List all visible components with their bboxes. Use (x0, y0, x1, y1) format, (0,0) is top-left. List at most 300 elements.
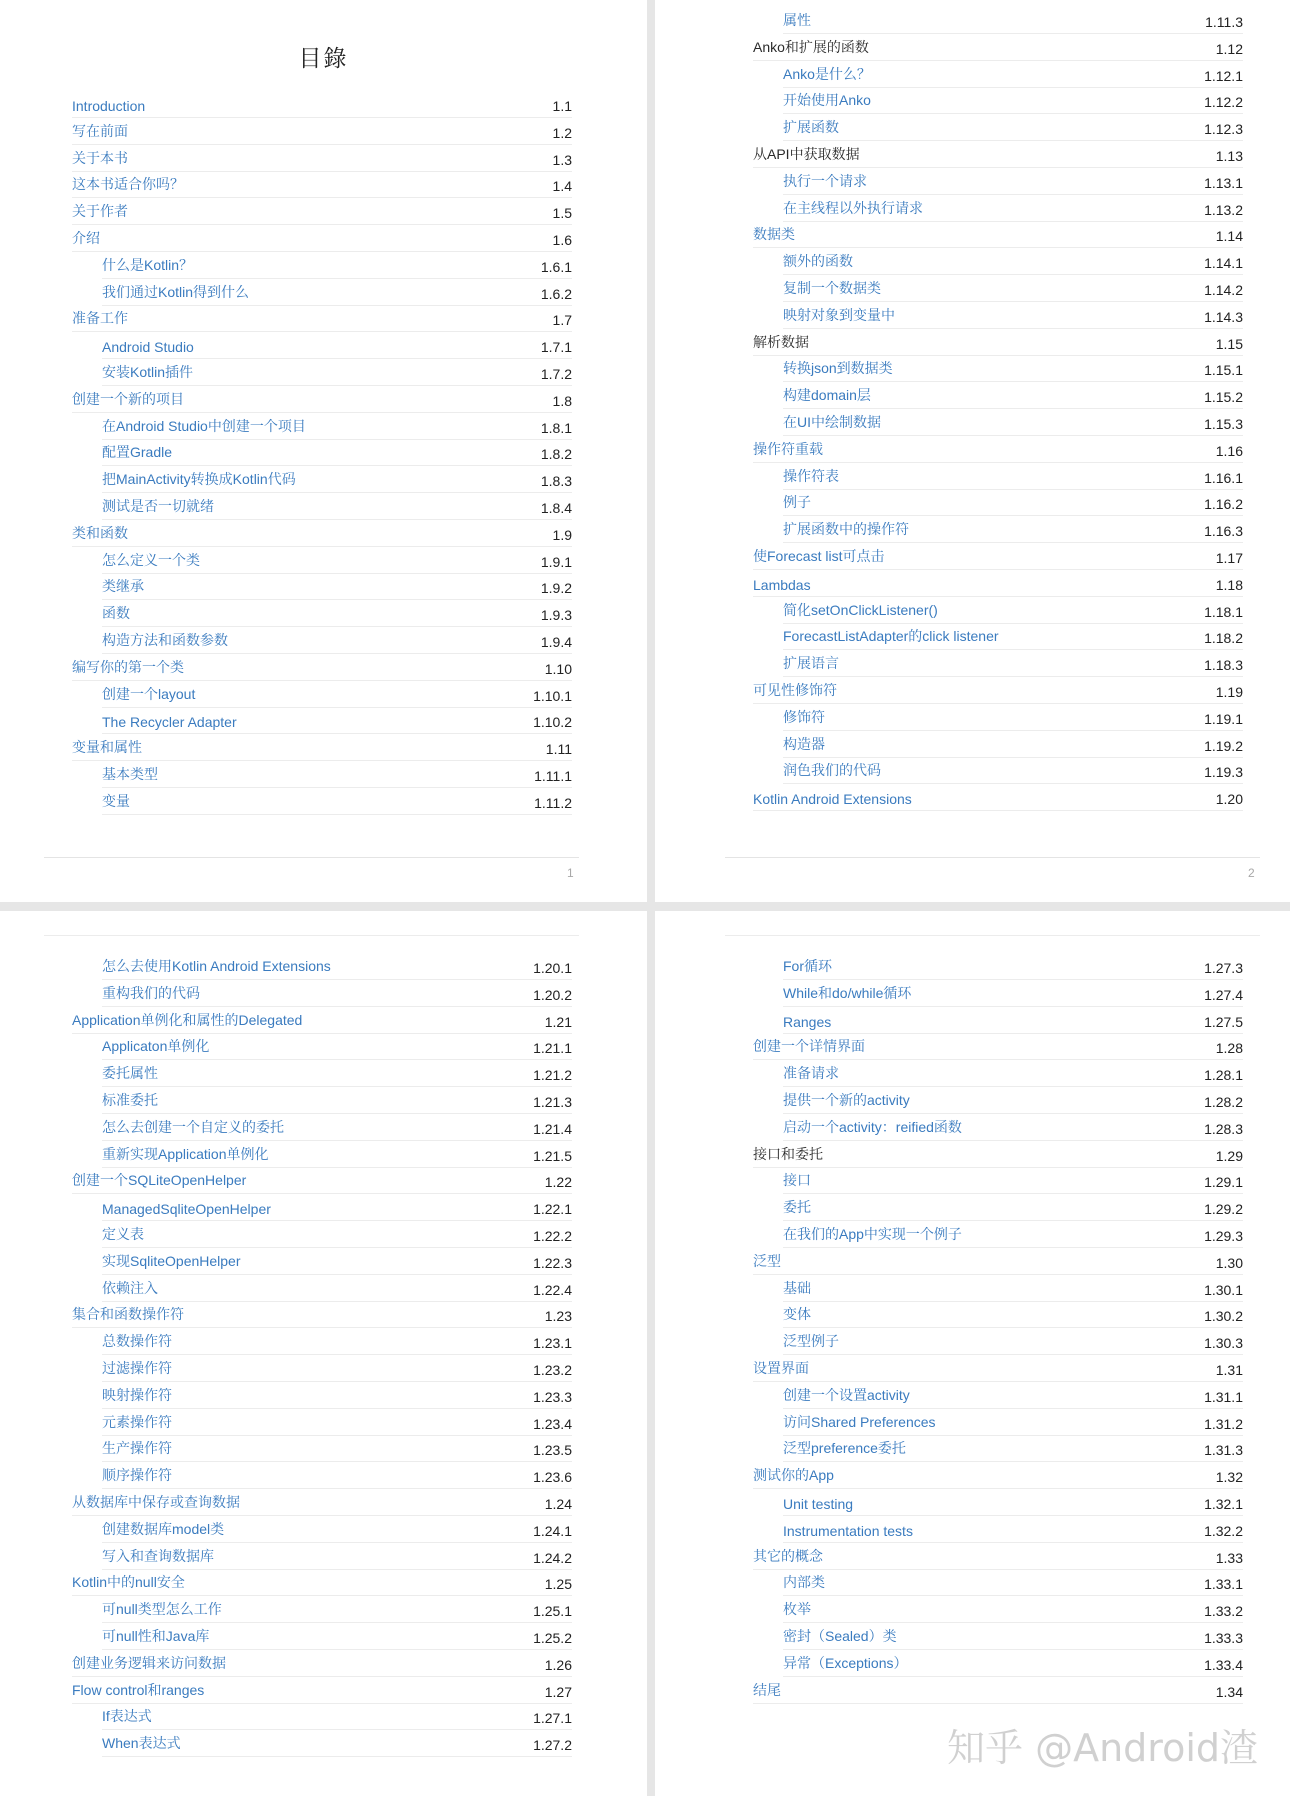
toc-entry[interactable] (102, 364, 572, 386)
toc-entry-number: 1.9.3 (540, 607, 572, 623)
toc-entry-label[interactable]: 开始使用Anko (783, 92, 871, 108)
toc-entry[interactable] (72, 1172, 572, 1194)
page-number: 1 (567, 866, 574, 880)
page-title: 目錄 (298, 46, 349, 72)
toc-entry[interactable] (783, 92, 1243, 114)
toc-entry-number: 1.13.2 (1204, 202, 1243, 218)
toc-entry[interactable] (783, 414, 1243, 436)
toc-entry-label[interactable]: 重构我们的代码 (102, 985, 200, 1001)
toc-entry-label[interactable]: 在主线程以外执行请求 (783, 200, 923, 216)
toc-entry-label[interactable]: While和do/while循环 (783, 985, 912, 1001)
toc-entry-label[interactable]: 内部类 (783, 1574, 825, 1590)
toc-entry[interactable] (783, 736, 1243, 758)
toc-entry-number: 1.9.2 (540, 580, 572, 596)
toc-entry-number: 1.2 (552, 125, 572, 141)
toc-entry-number: 1.28.1 (1204, 1067, 1243, 1083)
toc-entry-number: 1.33 (1215, 1550, 1243, 1566)
toc-entry-label[interactable]: 扩展函数 (783, 119, 839, 135)
toc-entry-number: 1.27.4 (1204, 987, 1243, 1003)
toc-entry[interactable] (783, 958, 1243, 980)
toc-entry-number: 1.18.2 (1204, 630, 1243, 646)
toc-entry[interactable] (783, 387, 1243, 409)
toc-entry-label[interactable]: Applicaton单例化 (102, 1038, 210, 1054)
toc-entry-label[interactable]: 在UI中绘制数据 (783, 414, 881, 430)
toc-entry-label[interactable]: 怎么定义一个类 (102, 552, 200, 568)
toc-entry[interactable] (102, 1280, 572, 1302)
toc-entry-label[interactable]: 我们通过Kotlin得到什么 (102, 284, 250, 300)
toc-entry[interactable] (783, 1521, 1243, 1543)
toc-entry-number: 1.30.2 (1204, 1308, 1243, 1324)
toc-entry-label[interactable]: 属性 (783, 12, 811, 28)
toc-entry[interactable] (72, 96, 572, 118)
toc-entry[interactable] (753, 1253, 1243, 1275)
toc-entry-number: 1.32.1 (1204, 1496, 1243, 1512)
toc-entry-label[interactable]: 转换json到数据类 (783, 360, 893, 376)
toc-entry-label[interactable]: When表达式 (102, 1735, 181, 1751)
toc-entry[interactable] (783, 1199, 1243, 1221)
toc-entry-number: 1.29.1 (1204, 1174, 1243, 1190)
toc-entry-number: 1.18 (1215, 577, 1243, 593)
toc-entry-label[interactable]: 准备请求 (783, 1065, 839, 1081)
toc-entry-label[interactable]: Instrumentation tests (783, 1523, 913, 1539)
toc-entry-number: 1.20 (1215, 791, 1243, 807)
toc-entry-label[interactable]: 创建一个新的项目 (72, 391, 184, 407)
toc-entry-label[interactable]: 创建一个layout (102, 686, 196, 702)
toc-entry[interactable] (753, 1146, 1243, 1168)
toc-entry-label[interactable]: Kotlin Android Extensions (753, 791, 912, 807)
toc-entry-label[interactable]: For循环 (783, 958, 832, 974)
toc-entry-label[interactable]: 委托 (783, 1199, 811, 1215)
toc-entry-label[interactable]: 基础 (783, 1280, 811, 1296)
toc-entry[interactable] (102, 1548, 572, 1570)
toc-entry[interactable] (753, 575, 1243, 597)
toc-entry[interactable] (102, 605, 572, 627)
toc-entry[interactable] (102, 1521, 572, 1543)
toc-entry-label[interactable]: 泛型 (753, 1253, 781, 1269)
toc-entry[interactable] (783, 762, 1243, 784)
toc-entry[interactable] (783, 602, 1243, 624)
toc-entry-number: 1.29 (1215, 1148, 1243, 1164)
toc-entry-label[interactable]: 从数据库中保存或查询数据 (72, 1494, 240, 1510)
toc-entry[interactable] (753, 1038, 1243, 1060)
toc-entry[interactable] (783, 521, 1243, 543)
toc-entry-label[interactable]: 怎么去使用Kotlin Android Extensions (102, 958, 331, 974)
toc-entry-number: 1.24.2 (533, 1550, 572, 1566)
toc-entry[interactable] (783, 985, 1243, 1007)
toc-entry-number: 1.24 (544, 1496, 572, 1512)
toc-entry-number: 1.34 (1215, 1684, 1243, 1700)
toc-entry-number: 1.12.3 (1204, 121, 1243, 137)
toc-entry-label[interactable]: 扩展函数中的操作符 (783, 521, 909, 537)
toc-entry[interactable] (783, 1333, 1243, 1355)
toc-entry-label[interactable]: 准备工作 (72, 310, 128, 326)
toc-entry[interactable] (783, 494, 1243, 516)
toc-entry-number: 1.1 (552, 98, 572, 114)
toc-entry-label[interactable]: 可null类型怎么工作 (102, 1601, 222, 1617)
toc-entry[interactable] (783, 307, 1243, 329)
toc-entry[interactable] (102, 498, 572, 520)
toc-entry[interactable] (783, 1574, 1243, 1596)
toc-entry[interactable] (72, 1494, 572, 1516)
toc-entry-label[interactable]: 创建数据库model类 (102, 1521, 225, 1537)
toc-entry-label[interactable]: 构建domain层 (783, 387, 871, 403)
toc-entry-number: 1.27 (544, 1684, 572, 1700)
toc-entry[interactable] (783, 1119, 1243, 1141)
toc-entry-label[interactable]: 变量和属性 (72, 739, 142, 755)
toc-entry-number: 1.6.2 (540, 286, 572, 302)
page-number: 2 (1248, 866, 1255, 880)
toc-entry-label[interactable]: 在我们的App中实现一个例子 (783, 1226, 962, 1242)
toc-entry-label[interactable]: 依赖注入 (102, 1280, 158, 1296)
header-rule (44, 935, 579, 936)
toc-entry[interactable] (102, 1440, 572, 1462)
toc-entry-label[interactable]: 写入和查询数据库 (102, 1548, 214, 1564)
toc-entry-label[interactable]: 测试是否一切就绪 (102, 498, 214, 514)
toc-entry-number: 1.22.2 (533, 1228, 572, 1244)
toc-entry-label[interactable]: 实现SqliteOpenHelper (102, 1253, 241, 1269)
toc-entry-label[interactable]: 定义表 (102, 1226, 144, 1242)
toc-entry-label[interactable]: 异常（Exceptions） (783, 1655, 908, 1671)
toc-entry[interactable] (72, 525, 572, 547)
toc-entry-number: 1.23.3 (533, 1389, 572, 1405)
toc-entry-label[interactable]: 解析数据 (753, 334, 809, 350)
toc-entry-label[interactable]: 枚举 (783, 1601, 811, 1617)
toc-entry-number: 1.33.4 (1204, 1657, 1243, 1673)
toc-entry-number: 1.22 (544, 1174, 572, 1190)
toc-entry[interactable] (102, 578, 572, 600)
toc-entry-label[interactable]: 类继承 (102, 578, 144, 594)
toc-entry-label[interactable]: 测试你的App (753, 1467, 834, 1483)
toc-entry[interactable] (783, 173, 1243, 195)
toc-entry-label[interactable]: ManagedSqliteOpenHelper (102, 1201, 271, 1217)
toc-entry[interactable] (783, 12, 1243, 34)
toc-entry-label[interactable]: 复制一个数据类 (783, 280, 881, 296)
toc-entry-number: 1.21.2 (533, 1067, 572, 1083)
toc-entry[interactable] (783, 655, 1243, 677)
toc-entry-label[interactable]: 接口和委托 (753, 1146, 823, 1162)
toc-entry-number: 1.12.2 (1204, 94, 1243, 110)
toc-entry[interactable] (783, 1414, 1243, 1436)
toc-entry[interactable] (753, 146, 1243, 168)
toc-entry-label[interactable]: Kotlin中的null安全 (72, 1574, 185, 1590)
toc-entry[interactable] (72, 659, 572, 681)
toc-entry-label[interactable]: The Recycler Adapter (102, 714, 237, 730)
toc-entry[interactable] (783, 1494, 1243, 1516)
toc-entry-label[interactable]: 可见性修饰符 (753, 682, 837, 698)
toc-entry[interactable] (753, 441, 1243, 463)
toc-entry[interactable] (102, 766, 572, 788)
toc-entry-label[interactable]: 基本类型 (102, 766, 158, 782)
toc-entry[interactable] (783, 1628, 1243, 1650)
toc-entry[interactable] (72, 150, 572, 172)
toc-entry-label[interactable]: 过滤操作符 (102, 1360, 172, 1376)
toc-entry-number: 1.32.2 (1204, 1523, 1243, 1539)
toc-entry[interactable] (102, 257, 572, 279)
toc-entry-label[interactable]: 变体 (783, 1306, 811, 1322)
toc-entry-number: 1.14.3 (1204, 309, 1243, 325)
toc-entry[interactable] (783, 1387, 1243, 1409)
toc-entry[interactable] (72, 391, 572, 413)
toc-entry-number: 1.20.1 (533, 960, 572, 976)
toc-entry[interactable] (72, 1012, 572, 1034)
toc-entry[interactable] (753, 1548, 1243, 1570)
toc-entry-number: 1.21.5 (533, 1148, 572, 1164)
toc-entry[interactable] (72, 1655, 572, 1677)
toc-entry-number: 1.13 (1215, 148, 1243, 164)
toc-entry[interactable] (753, 1360, 1243, 1382)
toc-entry-number: 1.18.1 (1204, 604, 1243, 620)
toc-entry-label[interactable]: 提供一个新的activity (783, 1092, 910, 1108)
toc-entry-label[interactable]: 顺序操作符 (102, 1467, 172, 1483)
toc-entry-label[interactable]: 创建一个SQLiteOpenHelper (72, 1172, 247, 1188)
toc-entry[interactable] (72, 310, 572, 332)
toc-entry[interactable] (102, 337, 572, 359)
toc-entry-label[interactable]: 操作符重载 (753, 441, 823, 457)
toc-entry[interactable] (783, 1655, 1243, 1677)
toc-entry[interactable] (102, 1119, 572, 1141)
toc-entry-label[interactable]: 元素操作符 (102, 1414, 172, 1430)
toc-entry-label[interactable]: 介绍 (72, 230, 100, 246)
toc-entry[interactable] (102, 1038, 572, 1060)
toc-entry[interactable] (72, 1306, 572, 1328)
toc-entry-label[interactable]: 怎么去创建一个自定义的委托 (102, 1119, 284, 1135)
toc-entry[interactable] (102, 1387, 572, 1409)
toc-entry-label[interactable]: 什么是Kotlin？ (102, 257, 194, 273)
toc-entry[interactable] (72, 203, 572, 225)
toc-entry-label[interactable]: 标准委托 (102, 1092, 158, 1108)
toc-entry[interactable] (783, 468, 1243, 490)
toc-entry[interactable] (783, 1306, 1243, 1328)
toc-entry[interactable] (783, 1172, 1243, 1194)
toc-entry[interactable] (102, 1065, 572, 1087)
toc-entry[interactable] (72, 1682, 572, 1704)
toc-entry[interactable] (783, 66, 1243, 88)
toc-entry-label[interactable]: 安装Kotlin插件 (102, 364, 194, 380)
toc-entry-number: 1.4 (552, 178, 572, 194)
toc-entry-label[interactable]: 简化setOnClickListener() (783, 602, 938, 618)
toc-entry[interactable] (72, 1574, 572, 1596)
toc-entry-label[interactable]: 扩展语言 (783, 655, 839, 671)
toc-entry-number: 1.21.3 (533, 1094, 572, 1110)
toc-entry-label[interactable]: 重新实现Application单例化 (102, 1146, 269, 1162)
toc-entry-label[interactable]: 写在前面 (72, 123, 128, 139)
toc-entry-number: 1.8 (552, 393, 572, 409)
toc-entry-label[interactable]: 其它的概念 (753, 1548, 823, 1564)
toc-entry-label[interactable]: If表达式 (102, 1708, 152, 1724)
toc-entry-label[interactable]: 密封（Sealed）类 (783, 1628, 897, 1644)
toc-entry[interactable] (102, 1199, 572, 1221)
toc-entry-label[interactable]: 访问Shared Preferences (783, 1414, 936, 1430)
toc-entry[interactable] (72, 230, 572, 252)
toc-entry-number: 1.19.2 (1204, 738, 1243, 754)
toc-entry[interactable] (102, 686, 572, 708)
toc-entry-label[interactable]: 构造方法和函数参数 (102, 632, 228, 648)
toc-entry[interactable] (783, 280, 1243, 302)
toc-entry[interactable] (783, 1012, 1243, 1034)
toc-entry[interactable] (783, 709, 1243, 731)
toc-entry-number: 1.12 (1215, 41, 1243, 57)
toc-entry[interactable] (753, 1467, 1243, 1489)
toc-entry-label[interactable]: 构造器 (783, 736, 825, 752)
toc-entry-number: 1.6.1 (540, 259, 572, 275)
toc-entry[interactable] (102, 1146, 572, 1168)
toc-entry[interactable] (102, 1333, 572, 1355)
toc-entry-number: 1.10 (544, 661, 572, 677)
toc-entry-label[interactable]: 数据类 (753, 226, 795, 242)
toc-entry-label[interactable]: 创建业务逻辑来访问数据 (72, 1655, 226, 1671)
footer-rule (44, 857, 579, 858)
toc-entry-label[interactable]: 变量 (102, 793, 130, 809)
toc-entry-number: 1.22.1 (533, 1201, 572, 1217)
toc-page-2 (655, 0, 1290, 902)
toc-entry-label[interactable]: 编写你的第一个类 (72, 659, 184, 675)
toc-entry[interactable] (783, 628, 1243, 650)
toc-entry-label[interactable]: 创建一个设置activity (783, 1387, 910, 1403)
toc-entry-label[interactable]: 使Forecast list可点击 (753, 548, 885, 564)
toc-entry-number: 1.31 (1215, 1362, 1243, 1378)
toc-entry-label[interactable]: 从API中获取数据 (753, 146, 860, 162)
toc-entry[interactable] (102, 1253, 572, 1275)
toc-entry-number: 1.23.4 (533, 1416, 572, 1432)
toc-entry[interactable] (783, 200, 1243, 222)
toc-entry-label[interactable]: 委托属性 (102, 1065, 158, 1081)
toc-entry-number: 1.27.5 (1204, 1014, 1243, 1030)
toc-entry-label[interactable]: 设置界面 (753, 1360, 809, 1376)
toc-entry-number: 1.33.3 (1204, 1630, 1243, 1646)
toc-entry-number: 1.29.2 (1204, 1201, 1243, 1217)
toc-entry[interactable] (783, 1226, 1243, 1248)
toc-entry[interactable] (102, 444, 572, 466)
toc-entry-label[interactable]: 创建一个详情界面 (753, 1038, 865, 1054)
toc-entry-label[interactable]: 例子 (783, 494, 811, 510)
toc-entry[interactable] (783, 1065, 1243, 1087)
toc-entry-number: 1.25.2 (533, 1630, 572, 1646)
toc-entry-number: 1.23.6 (533, 1469, 572, 1485)
toc-entry-label[interactable]: Android Studio (102, 339, 194, 355)
toc-entry-label[interactable]: 关于本书 (72, 150, 128, 166)
toc-entry-label[interactable]: Flow control和ranges (72, 1682, 205, 1698)
toc-entry-number: 1.21.4 (533, 1121, 572, 1137)
toc-page-3 (0, 911, 647, 1796)
toc-entry-number: 1.10.1 (533, 688, 572, 704)
toc-entry-label[interactable]: 集合和函数操作符 (72, 1306, 184, 1322)
toc-entry[interactable] (753, 789, 1243, 811)
toc-entry[interactable] (753, 548, 1243, 570)
toc-entry-label[interactable]: Lambdas (753, 577, 811, 593)
toc-entry-label[interactable]: 类和函数 (72, 525, 128, 541)
toc-entry[interactable] (753, 682, 1243, 704)
toc-entry-label[interactable]: 可null性和Java库 (102, 1628, 210, 1644)
toc-entry-label[interactable]: Anko和扩展的函数 (753, 39, 869, 55)
toc-entry-label[interactable]: 这本书适合你吗？ (72, 176, 184, 192)
toc-entry[interactable] (753, 226, 1243, 248)
toc-entry[interactable] (102, 1601, 572, 1623)
toc-entry-label[interactable]: 结尾 (753, 1682, 781, 1698)
toc-entry[interactable] (102, 1467, 572, 1489)
toc-entry-label[interactable]: 在Android Studio中创建一个项目 (102, 418, 306, 434)
toc-entry[interactable] (72, 176, 572, 198)
toc-entry-label[interactable]: 配置Gradle (102, 444, 173, 460)
toc-entry-label[interactable]: Unit testing (783, 1496, 854, 1512)
toc-entry-number: 1.23 (544, 1308, 572, 1324)
toc-entry-label[interactable]: 映射操作符 (102, 1387, 172, 1403)
toc-entry[interactable] (783, 1440, 1243, 1462)
toc-entry[interactable] (72, 739, 572, 761)
toc-entry-label[interactable]: Introduction (72, 98, 146, 114)
toc-entry-label[interactable]: 执行一个请求 (783, 173, 867, 189)
toc-entry[interactable] (102, 632, 572, 654)
toc-entry[interactable] (102, 1360, 572, 1382)
toc-entry-label[interactable]: Ranges (783, 1014, 832, 1030)
toc-entry[interactable] (102, 1092, 572, 1114)
toc-entry[interactable] (753, 334, 1243, 356)
toc-entry[interactable] (783, 119, 1243, 141)
toc-entry[interactable] (102, 418, 572, 440)
toc-entry-label[interactable]: 额外的函数 (783, 253, 853, 269)
toc-entry[interactable] (783, 360, 1243, 382)
toc-entry-label[interactable]: 润色我们的代码 (783, 762, 881, 778)
toc-entry[interactable] (783, 1601, 1243, 1623)
toc-entry-number: 1.23.2 (533, 1362, 572, 1378)
toc-entry-number: 1.16.3 (1204, 523, 1243, 539)
toc-entry-label[interactable]: 泛型例子 (783, 1333, 839, 1349)
toc-entry-label[interactable]: 总数操作符 (102, 1333, 172, 1349)
toc-entry-label[interactable]: ForecastListAdapter的click listener (783, 628, 999, 644)
toc-entry[interactable] (783, 1092, 1243, 1114)
toc-entry-number: 1.33.1 (1204, 1576, 1243, 1592)
toc-entry[interactable] (783, 1280, 1243, 1302)
toc-entry-label[interactable]: 修饰符 (783, 709, 825, 725)
toc-entry-label[interactable]: 泛型preference委托 (783, 1440, 906, 1456)
toc-entry[interactable] (102, 1226, 572, 1248)
toc-entry[interactable] (102, 958, 572, 980)
toc-entry-number: 1.24.1 (533, 1523, 572, 1539)
toc-entry[interactable] (102, 471, 572, 493)
toc-entry-label[interactable]: 映射对象到变量中 (783, 307, 895, 323)
toc-entry[interactable] (102, 793, 572, 815)
toc-entry[interactable] (753, 39, 1243, 61)
toc-entry[interactable] (102, 552, 572, 574)
toc-entry-label[interactable]: Application单例化和属性的Delegated (72, 1012, 303, 1028)
toc-entry-number: 1.14.1 (1204, 255, 1243, 271)
toc-entry-number: 1.25.1 (533, 1603, 572, 1619)
toc-entry-label[interactable]: 关于作者 (72, 203, 128, 219)
toc-entry-label[interactable]: 操作符表 (783, 468, 839, 484)
toc-entry-label[interactable]: 接口 (783, 1172, 811, 1188)
toc-entry[interactable] (102, 284, 572, 306)
toc-entry[interactable] (102, 1628, 572, 1650)
toc-entry[interactable] (102, 1735, 572, 1757)
toc-entry[interactable] (102, 712, 572, 734)
toc-entry-label[interactable]: 函数 (102, 605, 130, 621)
toc-entry-number: 1.8.4 (540, 500, 572, 516)
toc-entry[interactable] (102, 1414, 572, 1436)
toc-entry-label[interactable]: 把MainActivity转换成Kotlin代码 (102, 471, 296, 487)
toc-entry-label[interactable]: Anko是什么？ (783, 66, 871, 82)
toc-entry[interactable] (102, 1708, 572, 1730)
toc-entry[interactable] (72, 123, 572, 145)
toc-entry-number: 1.11 (545, 741, 572, 757)
toc-entry[interactable] (783, 253, 1243, 275)
toc-entry-number: 1.21 (544, 1014, 572, 1030)
toc-entry[interactable] (753, 1682, 1243, 1704)
toc-entry-label[interactable]: 生产操作符 (102, 1440, 172, 1456)
toc-entry-number: 1.28.3 (1204, 1121, 1243, 1137)
toc-entry-label[interactable]: 启动一个activity：reified函数 (783, 1119, 962, 1135)
toc-entry-number: 1.9.4 (540, 634, 572, 650)
toc-entry-number: 1.30 (1215, 1255, 1243, 1271)
toc-entry[interactable] (102, 985, 572, 1007)
